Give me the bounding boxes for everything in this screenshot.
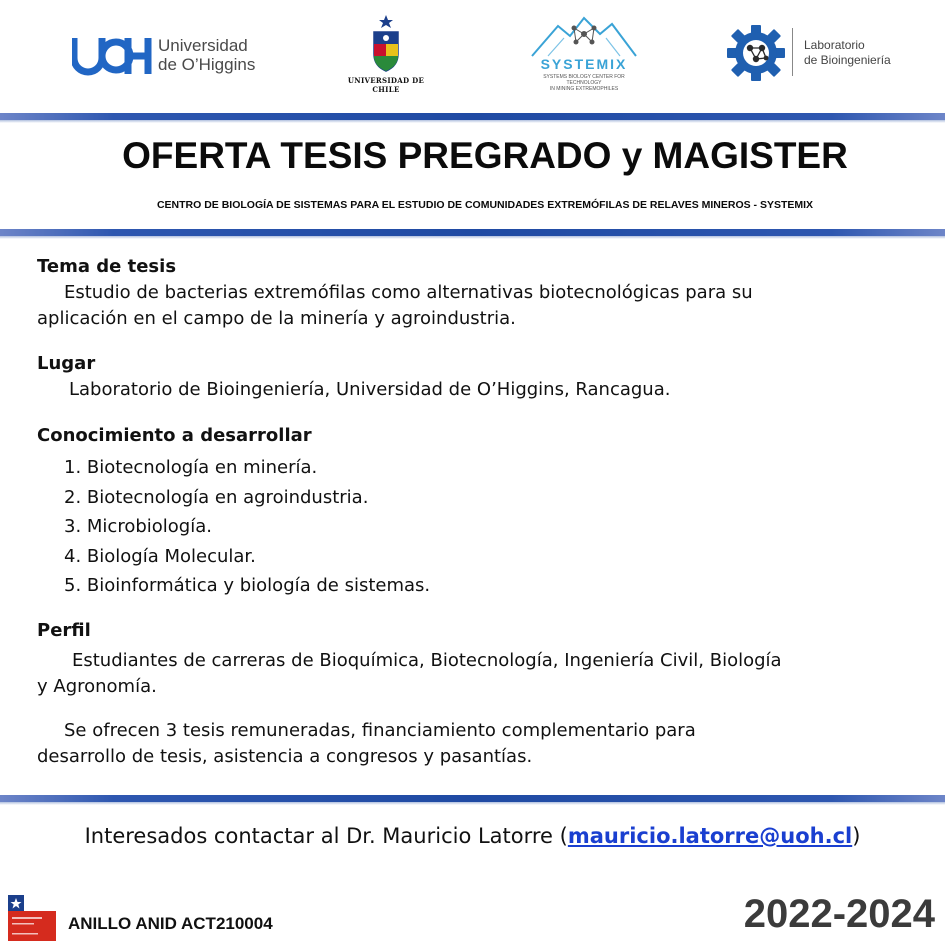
systemix-tagline-line1: SYSTEMS BIOLOGY CENTER FOR TECHNOLOGY [543,74,625,86]
list-item: 2. Biotecnología en agroindustria. [64,486,369,508]
uchile-crest-icon [338,14,434,74]
uchile-caption: UNIVERSIDAD DE CHILE [347,76,425,94]
uoh-name-line2: de O’Higgins [158,55,256,74]
page-title: OFERTA TESIS PREGRADO y MAGISTER [122,135,848,176]
uchile-logo [338,14,434,94]
list-item: 3. Microbiología. [64,516,212,537]
list-item: 4. Biología Molecular. [64,545,256,567]
list-item: 1. Biotecnología en minería. [64,457,318,478]
top-divider-bar [0,113,945,120]
gear-network-icon [726,24,786,82]
page-subtitle: CENTRO DE BIOLOGÍA DE SISTEMAS PARA EL ESTUDIO DE COMUNIDADES EXTREMÓFILAS DE RELAVES MINEROS - SYSTEMIX [156,199,814,211]
contact-line [0,822,945,850]
anillo-code: ANILLO ANID ACT210004 [68,914,273,933]
systemix-tagline-line2: IN MINING EXTREMOPHILES [549,86,619,92]
uoh-name [158,36,278,74]
contact-prefix: Interesados contactar al Dr. Mauricio Latorre ( [84,824,568,848]
systemix-name: SYSTEMIX [540,56,628,72]
section-heading-perfil: Perfil [37,620,91,641]
perfil-text-line2: y Agronomía. [37,676,157,697]
perfil-text-line1: Estudiantes de carreras de Bioquímica, Biotecnología, Ingeniería Civil, Biología [72,650,782,671]
lab-logo [726,24,916,82]
section-heading-conocimiento: Conocimiento a desarrollar [37,425,312,446]
conocimiento-list [64,453,430,601]
section-heading-tema: Tema de tesis [37,256,177,277]
uoh-logo-icon [72,36,152,76]
uoh-name-line1: Universidad [158,36,248,55]
systemix-logo [528,12,640,90]
list-item: 5. Bioinformática y biología de sistemas. [64,575,431,596]
lab-divider [792,28,793,76]
lugar-text: Laboratorio de Bioingeniería, Universidad de O’Higgins, Rancagua. [69,379,671,400]
offer-text-line1: Se ofrecen 3 tesis remuneradas, financiamiento complementario para [64,720,696,741]
tema-text-line2: aplicación en el campo de la minería y agroindustria. [37,308,516,329]
lab-name [804,38,916,68]
contact-email-link[interactable]: mauricio.latorre@uoh.cl [567,824,853,848]
tema-text-line1: Estudio de bacterias extremófilas como alternativas biotecnológicas para su [64,282,753,303]
bottom-divider-bar [0,795,945,802]
systemix-tagline [532,74,636,92]
systemix-mountain-icon [528,12,640,58]
lab-name-line2: de Bioingeniería [804,53,891,67]
gobierno-chile-flag-icon [8,895,56,941]
years-range: 2022-2024 [743,892,935,936]
section-heading-lugar: Lugar [37,353,96,374]
contact-suffix: ) [852,824,861,848]
title-divider-bar [0,229,945,236]
lab-name-line1: Laboratorio [804,38,865,52]
offer-text-line2: desarrollo de tesis, asistencia a congresos y pasantías. [37,746,533,767]
uoh-logo [72,34,272,78]
